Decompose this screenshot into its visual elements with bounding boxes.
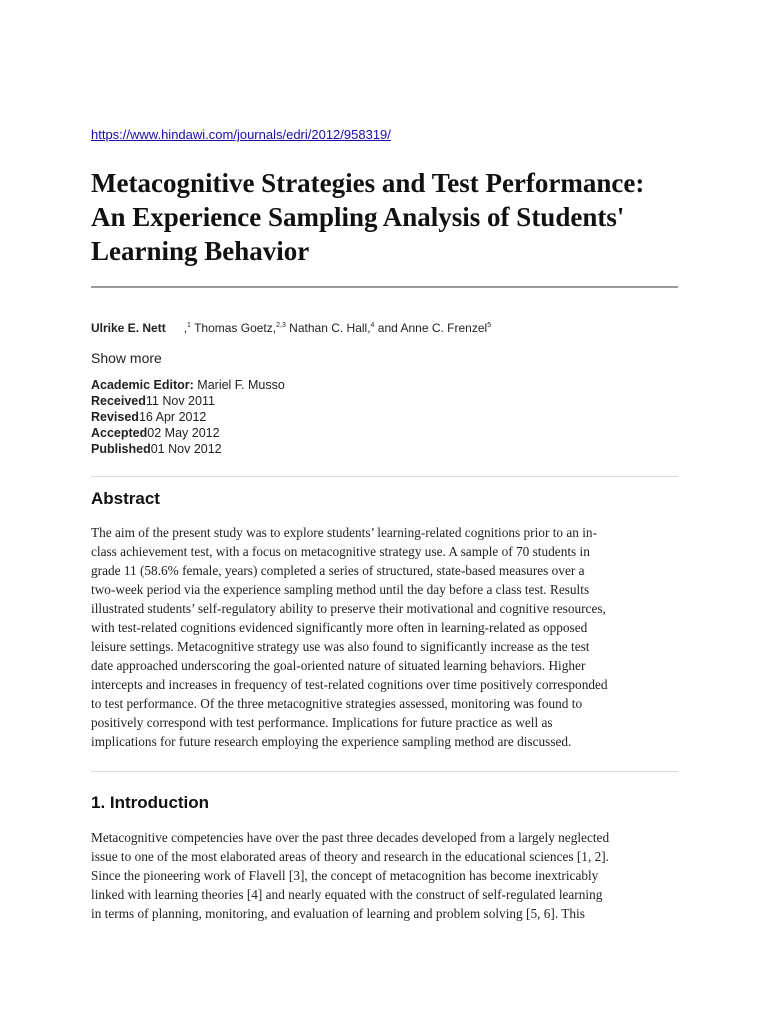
meta-editor-value: Mariel F. Musso xyxy=(193,378,285,392)
abstract-line: leisure settings. Metacognitive strategy use was also found to significantly increase as the test xyxy=(91,639,590,654)
article-title xyxy=(91,166,691,268)
author-second-affiliation: 2,3 xyxy=(276,322,286,329)
abstract-line: two-week period via the experience sampling method until the day before a class test. Results xyxy=(91,582,590,597)
abstract-line: intercepts and increases in frequency of test-related cognitions over time positively corresponded xyxy=(91,677,608,692)
meta-editor-label: Academic Editor: xyxy=(91,378,194,392)
article-metadata xyxy=(91,377,285,457)
author-fourth-name[interactable]: and Anne C. Frenzel xyxy=(374,321,488,335)
introduction-divider xyxy=(91,771,678,772)
meta-published-row xyxy=(91,441,285,457)
author-fourth-affiliation: 5 xyxy=(487,322,492,329)
author-third-affiliation: 4 xyxy=(370,322,375,329)
meta-received-value: 11 Nov 2011 xyxy=(145,394,215,408)
article-url-link[interactable]: https://www.hindawi.com/journals/edri/2012/958319/ xyxy=(91,127,391,142)
abstract-line: with test-related cognitions evidenced significantly more often in learning-related as opposed xyxy=(91,620,588,635)
introduction-line: in terms of planning, monitoring, and evaluation of learning and problem solving [5, 6]. This xyxy=(91,906,585,921)
show-more-button[interactable]: Show more xyxy=(91,350,162,366)
title-line-2: An Experience Sampling Analysis of Students' xyxy=(91,202,625,232)
title-line-3: Learning Behavior xyxy=(91,236,310,266)
author-first-name[interactable]: Ulrike E. Nett xyxy=(91,321,166,335)
abstract-line: grade 11 (58.6% female, years) completed a series of structured, state-based measures over a xyxy=(91,563,585,578)
abstract-heading: Abstract xyxy=(91,489,160,508)
introduction-line: Since the pioneering work of Flavell [3], the concept of metacognition has become inextricably xyxy=(91,868,599,883)
introduction-line: linked with learning theories [4] and nearly equated with the construct of self-regulated learning xyxy=(91,887,603,902)
meta-received-label: Received xyxy=(91,394,146,408)
abstract-paragraph xyxy=(91,523,683,751)
abstract-line: class achievement test, with a focus on metacognitive strategy use. A sample of 70 students in xyxy=(91,544,590,559)
abstract-line: The aim of the present study was to explore students’ learning-related cognitions prior to an in- xyxy=(91,525,598,540)
meta-editor-row xyxy=(91,377,285,393)
meta-revised-row xyxy=(91,409,285,425)
meta-published-value: 01 Nov 2012 xyxy=(150,442,222,456)
abstract-line: date approached underscoring the goal-oriented nature of situated learning behaviors. Higher xyxy=(91,658,586,673)
meta-received-row xyxy=(91,393,285,409)
meta-published-label: Published xyxy=(91,442,151,456)
abstract-divider xyxy=(91,476,678,477)
author-second-name[interactable]: Thomas Goetz, xyxy=(190,321,277,335)
abstract-line: to test performance. Of the three metacognitive strategies assessed, monitoring was found to xyxy=(91,696,583,711)
meta-accepted-label: Accepted xyxy=(91,426,148,440)
introduction-line: issue to one of the most elaborated areas of theory and research in the educational sciences [1, 2]. xyxy=(91,849,610,864)
meta-revised-label: Revised xyxy=(91,410,139,424)
meta-revised-value: 16 Apr 2012 xyxy=(138,410,207,424)
meta-accepted-row xyxy=(91,425,285,441)
author-first-sep: , xyxy=(183,321,188,335)
author-list xyxy=(91,321,491,335)
meta-accepted-value: 02 May 2012 xyxy=(147,426,220,440)
title-divider xyxy=(91,286,678,288)
title-line-1: Metacognitive Strategies and Test Performance: xyxy=(91,168,645,198)
author-first-affiliation: 1 xyxy=(187,322,191,329)
abstract-line: illustrated students’ self-regulatory ability to preserve their motivational and cognitive resources, xyxy=(91,601,606,616)
abstract-line: implications for future research employing the experience sampling method are discussed. xyxy=(91,734,572,749)
introduction-paragraph xyxy=(91,828,683,923)
introduction-line: Metacognitive competencies have over the past three decades developed from a largely neglected xyxy=(91,830,610,845)
abstract-line: positively correspond with test performance. Implications for future practice as well as xyxy=(91,715,553,730)
author-third-name[interactable]: Nathan C. Hall, xyxy=(285,321,371,335)
introduction-heading: 1. Introduction xyxy=(91,793,210,812)
